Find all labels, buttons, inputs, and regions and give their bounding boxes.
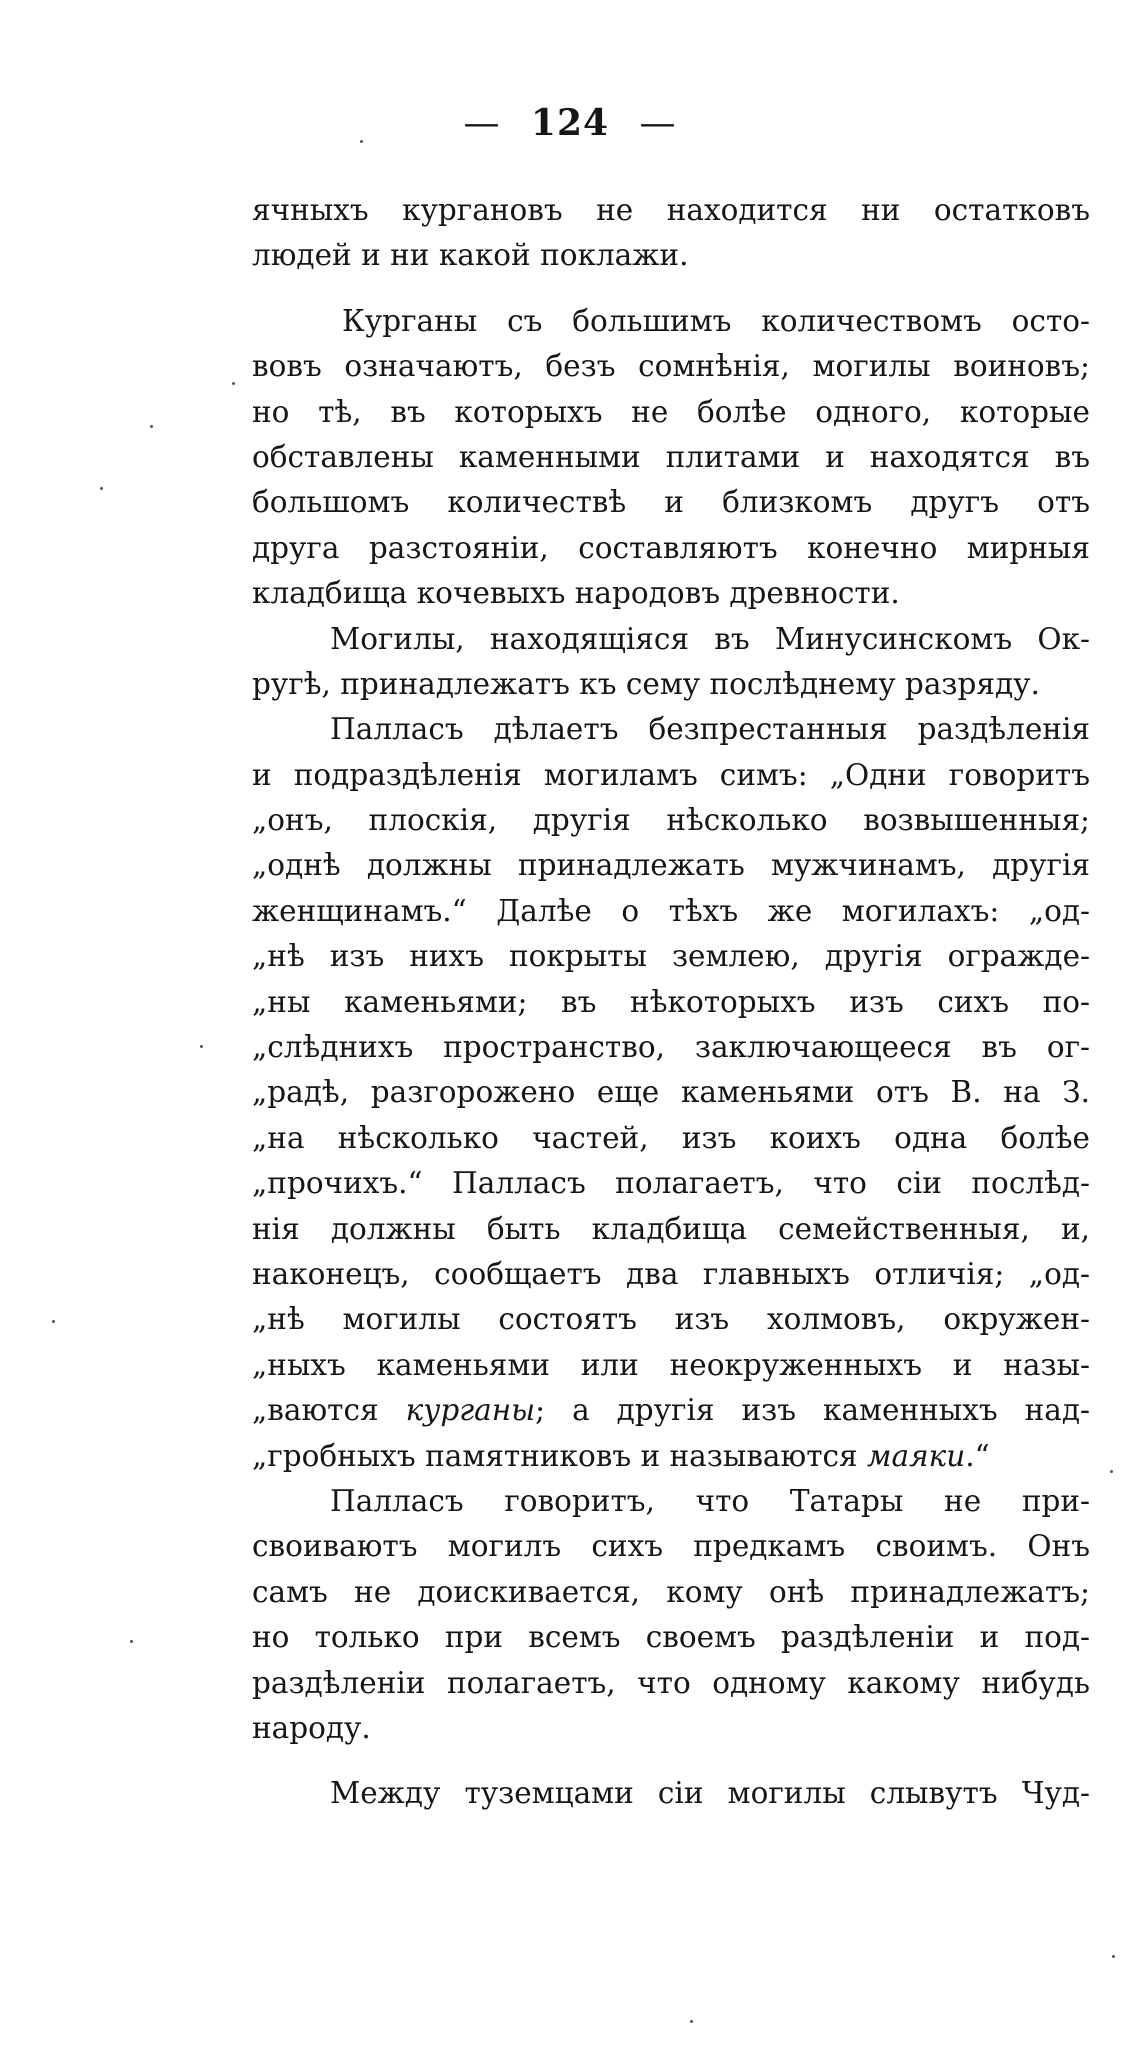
text-line: нія должны быть кладбища семейственныя, и,	[252, 1211, 1090, 1246]
text-line: Курганы съ большимъ количествомъ остo-	[342, 303, 1090, 338]
text-line: и подраздѣленія могиламъ симъ: „Одни говоритъ	[252, 757, 1090, 792]
text-line: Палласъ говоритъ, что Татары не при-	[330, 1483, 1090, 1518]
scan-speck	[232, 382, 235, 385]
dash-right: —	[639, 103, 677, 144]
text-line: „ны каменьями; въ нѣкоторыхъ изъ сихъ по-	[252, 984, 1090, 1019]
paragraph	[252, 1479, 1090, 1751]
text-line: женщинамъ.“ Далѣе о тѣхъ же могилахъ: „од-	[252, 893, 1090, 928]
text-line: „ныхъ каменьями или неокруженныхъ и назы-	[252, 1347, 1090, 1382]
paragraph	[252, 707, 1090, 1479]
text-line: Палласъ дѣлаетъ безпрестанныя раздѣленія	[330, 712, 1090, 747]
text-line: „однѣ должны принадлежать мужчинамъ, другія	[252, 848, 1090, 883]
text-line: самъ не доискивается, кому онѣ принадлежатъ;	[252, 1574, 1090, 1609]
text-line: „прочихъ.“ Палласъ полагаетъ, что сіи послѣд-	[252, 1166, 1090, 1201]
text-line: кладбища кочевыхъ народовъ древности.	[252, 576, 900, 611]
text-line: народу.	[252, 1710, 371, 1745]
text-line: „нѣ изъ нихъ покрыты землею, другія огражде-	[252, 939, 1090, 974]
text-line: „слѣднихъ пространство, заключающееся въ ог-	[252, 1030, 1090, 1065]
text-line: „ваются курганы; а другія изъ каменныхъ над-	[252, 1393, 1090, 1428]
text-line: „на нѣсколько частей, изъ коихъ одна болѣе	[252, 1120, 1090, 1155]
text-line: Между туземцами сіи могилы слывутъ Чуд-	[330, 1776, 1090, 1811]
text-line: раздѣленіи полагаетъ, что одному какому нибудь	[252, 1665, 1090, 1700]
text-line: но только при всемъ своемъ раздѣленіи и под-	[252, 1620, 1090, 1655]
scan-speck	[690, 2020, 693, 2023]
text-line: людей и ни какой поклажи.	[252, 238, 689, 273]
scan-speck	[100, 487, 103, 490]
text-line: „нѣ могилы состоятъ изъ холмовъ, окружен-	[252, 1302, 1090, 1337]
scan-speck	[360, 140, 363, 143]
scan-speck	[150, 425, 153, 428]
text-line: друга разстояніи, составляютъ конечно мирныя	[252, 530, 1090, 565]
text-line: ячныхъ кургановъ не находится ни остатковъ	[252, 193, 1090, 227]
text-line: наконецъ, сообщаетъ два главныхъ отличія; „од-	[252, 1256, 1090, 1291]
scan-speck	[200, 1045, 203, 1048]
dash-left: —	[463, 103, 501, 144]
text-line: но тѣ, въ которыхъ не болѣе одного, которые	[252, 394, 1090, 429]
paragraph	[252, 188, 1090, 279]
paragraph	[252, 299, 1090, 617]
text-line: своиваютъ могилъ сихъ предкамъ своимъ. Онъ	[252, 1529, 1090, 1564]
text-line: обставлены каменными плитами и находятся въ	[252, 439, 1090, 474]
text-line: „онъ, плоскія, другія нѣсколько возвышенныя;	[252, 803, 1090, 838]
text-line: „радѣ, разгорожено еще каменьями отъ В. на З.	[252, 1075, 1090, 1110]
text-line: „гробныхъ памятниковъ и называются маяки.“	[252, 1438, 990, 1473]
paragraph	[252, 617, 1090, 708]
scan-speck	[52, 1320, 55, 1323]
body-text	[252, 188, 1090, 1817]
text-line: вовъ означаютъ, безъ сомнѣнія, могилы воиновъ;	[252, 349, 1090, 384]
text-line: ругѣ, принадлежатъ къ сему послѣднему разряду.	[252, 666, 1040, 701]
page-number: 124	[530, 102, 610, 144]
scan-speck	[130, 1640, 133, 1643]
scan-speck	[1110, 1470, 1113, 1473]
paragraph	[252, 1771, 1090, 1816]
text-line: большомъ количествѣ и близкомъ другъ отъ	[252, 485, 1090, 520]
text-line: Могилы, находящіяся въ Минусинскомъ Ок-	[330, 621, 1090, 656]
scan-speck	[1112, 1955, 1115, 1958]
page-header	[0, 102, 1140, 144]
